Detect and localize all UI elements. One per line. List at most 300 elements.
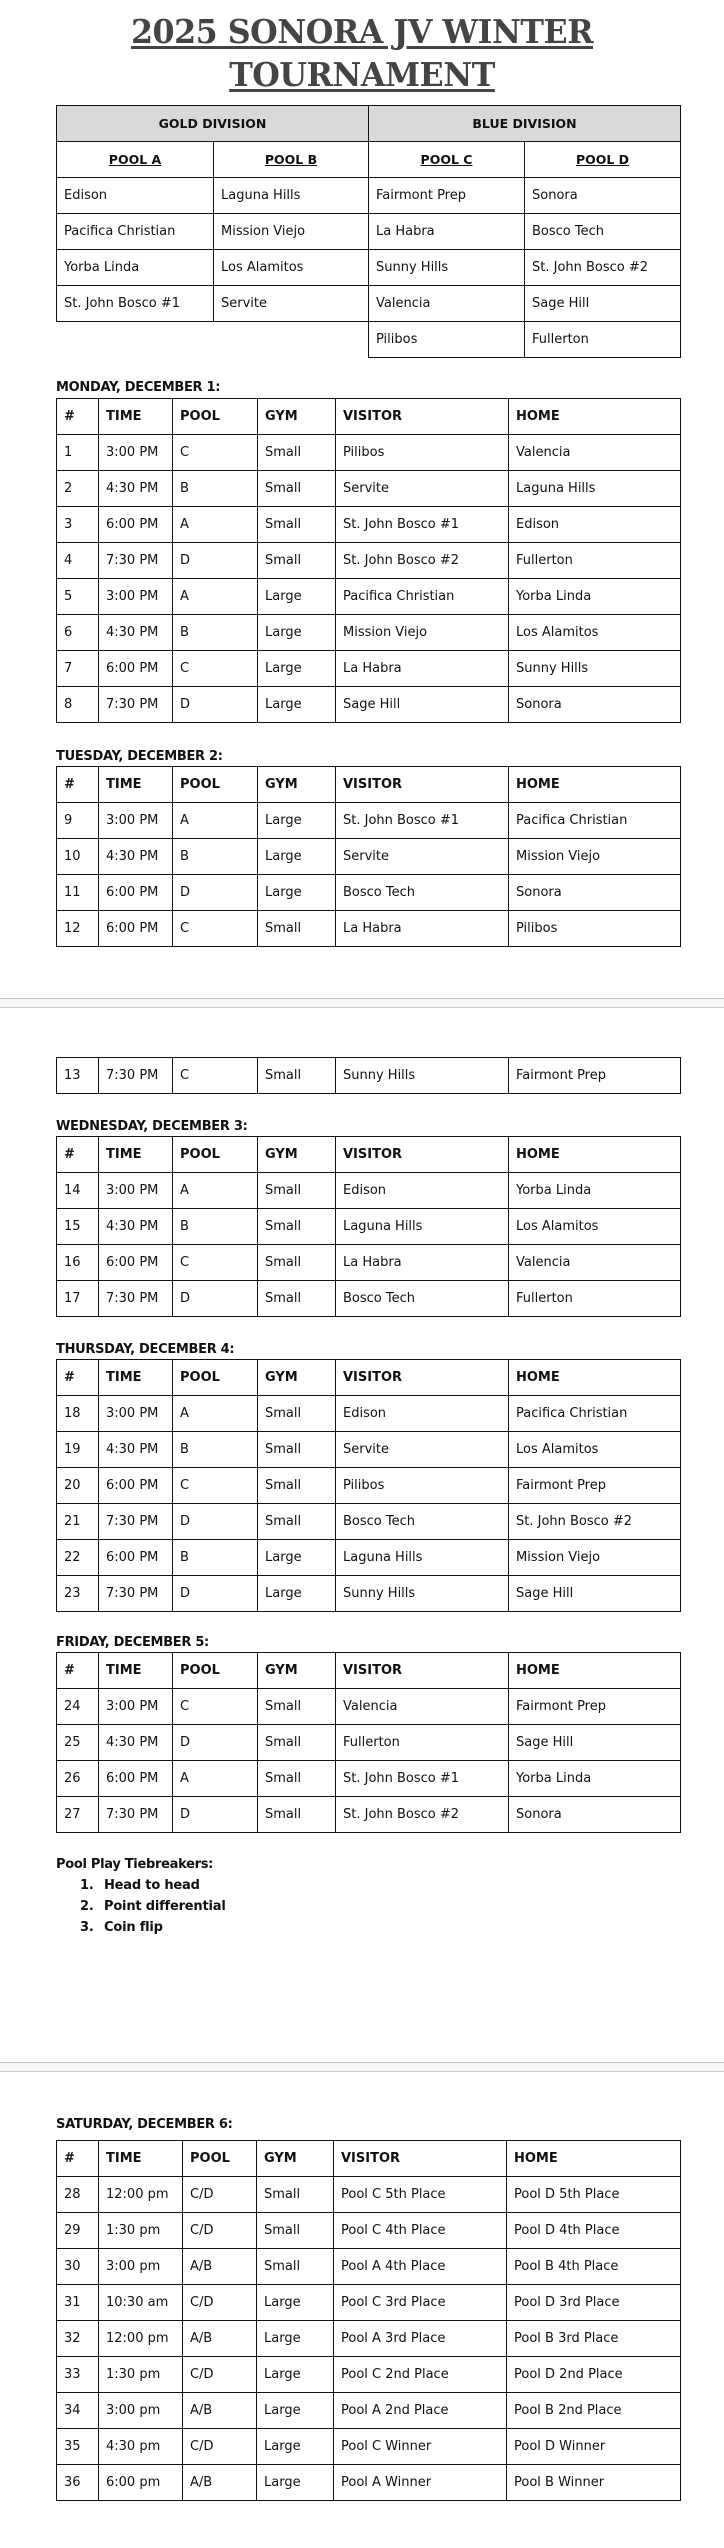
game-time: 12:00 pm [99,2321,183,2357]
game-time: 7:30 PM [99,1576,173,1612]
game-number: 32 [57,2321,99,2357]
game-number: 36 [57,2465,99,2501]
pool-team: La Habra [369,214,525,250]
game-visitor: Pilibos [336,1468,509,1504]
game-home: Edison [509,507,681,543]
game-gym: Large [258,615,336,651]
header-home: HOME [509,1653,681,1689]
game-number: 27 [57,1797,99,1833]
tiebreaker-number: 1. [80,1878,94,1893]
game-row [57,875,681,911]
pool-team: Sonora [525,178,681,214]
game-visitor: Pacifica Christian [336,579,509,615]
game-visitor: Servite [336,1432,509,1468]
page-break [0,998,724,1008]
header-visitor: VISITOR [336,1137,509,1173]
game-row [57,839,681,875]
game-pool: C/D [183,2213,257,2249]
game-home: Pool B 3rd Place [507,2321,681,2357]
game-number: 33 [57,2357,99,2393]
schedule-table [56,1652,681,1833]
game-time: 7:30 PM [99,1797,173,1833]
game-pool: C/D [183,2429,257,2465]
game-gym: Small [258,435,336,471]
schedule-header-row [57,1653,681,1689]
game-number: 20 [57,1468,99,1504]
game-home: Pool D 5th Place [507,2177,681,2213]
game-number: 17 [57,1281,99,1317]
game-home: Valencia [509,435,681,471]
game-home: Sage Hill [509,1576,681,1612]
pool-team: Sunny Hills [369,250,525,286]
game-number: 21 [57,1504,99,1540]
game-pool: B [173,839,258,875]
game-visitor: Sunny Hills [336,1576,509,1612]
pool-team: Mission Viejo [214,214,369,250]
page-title-line-1: 2025 SONORA JV WINTER [130,12,594,51]
game-pool: C/D [183,2177,257,2213]
game-gym: Small [258,1797,336,1833]
game-home: Mission Viejo [509,1540,681,1576]
game-time: 4:30 PM [99,1432,173,1468]
game-row [57,1689,681,1725]
pool-team: Fairmont Prep [369,178,525,214]
game-number: 1 [57,435,99,471]
header-gym: GYM [258,1137,336,1173]
game-pool: A/B [183,2465,257,2501]
game-time: 12:00 pm [99,2177,183,2213]
game-visitor: Bosco Tech [336,875,509,911]
game-pool: A [173,507,258,543]
game-visitor: St. John Bosco #2 [336,1797,509,1833]
pool-row [57,178,681,214]
header-pool: POOL [173,1653,258,1689]
pool-b-header: POOL B [214,142,369,178]
game-row [57,1540,681,1576]
game-number: 13 [57,1058,99,1094]
game-row [57,2393,681,2429]
game-visitor: Pool A 3rd Place [334,2321,507,2357]
game-gym: Large [257,2393,334,2429]
game-visitor: Edison [336,1396,509,1432]
game-home: Pool B 2nd Place [507,2393,681,2429]
game-number: 34 [57,2393,99,2429]
game-home: Pool D 4th Place [507,2213,681,2249]
game-gym: Small [258,507,336,543]
game-time: 7:30 PM [99,687,173,723]
tiebreaker-number: 2. [80,1899,94,1914]
pool-team: Fullerton [525,322,681,358]
header-time: TIME [99,1137,173,1173]
game-row [57,1058,681,1094]
game-time: 6:00 PM [99,1245,173,1281]
empty-cell [57,322,369,358]
game-visitor: Laguna Hills [336,1209,509,1245]
game-gym: Large [258,687,336,723]
pool-team: Los Alamitos [214,250,369,286]
game-row [57,2429,681,2465]
game-pool: C/D [183,2285,257,2321]
game-pool: B [173,615,258,651]
day-title: FRIDAY, DECEMBER 5: [56,1635,209,1650]
game-pool: D [173,1576,258,1612]
game-home: Pool B Winner [507,2465,681,2501]
game-gym: Small [257,2249,334,2285]
game-visitor: Mission Viejo [336,615,509,651]
game-time: 1:30 pm [99,2213,183,2249]
header-visitor: VISITOR [336,1360,509,1396]
game-visitor: Bosco Tech [336,1504,509,1540]
schedule-table [56,1359,681,1612]
game-pool: D [173,875,258,911]
game-number: 35 [57,2429,99,2465]
game-number: 23 [57,1576,99,1612]
game-gym: Small [258,1209,336,1245]
header-number: # [57,1137,99,1173]
game-time: 7:30 PM [99,1281,173,1317]
game-home: Los Alamitos [509,615,681,651]
game-row [57,2357,681,2393]
game-row [57,1504,681,1540]
division-pool-table [56,105,681,358]
schedule-header-row [57,767,681,803]
game-time: 3:00 PM [99,435,173,471]
game-time: 7:30 PM [99,1504,173,1540]
game-number: 18 [57,1396,99,1432]
game-visitor: Sunny Hills [336,1058,509,1094]
game-home: Sonora [509,687,681,723]
tiebreaker-item [80,1920,163,1935]
game-visitor: Pool C 3rd Place [334,2285,507,2321]
game-home: Pacifica Christian [509,803,681,839]
game-visitor: Servite [336,839,509,875]
game-row [57,1468,681,1504]
game-time: 6:00 PM [99,1761,173,1797]
tiebreaker-text: Point differential [104,1899,226,1914]
game-gym: Large [258,839,336,875]
game-row [57,1173,681,1209]
game-number: 9 [57,803,99,839]
game-pool: D [173,543,258,579]
game-number: 29 [57,2213,99,2249]
game-time: 3:00 PM [99,1396,173,1432]
header-home: HOME [509,399,681,435]
game-pool: C [173,435,258,471]
game-home: Pool B 4th Place [507,2249,681,2285]
header-gym: GYM [257,2141,334,2177]
pool-team: Laguna Hills [214,178,369,214]
game-visitor: Pool C 5th Place [334,2177,507,2213]
header-gym: GYM [258,1360,336,1396]
game-row [57,803,681,839]
game-time: 6:00 PM [99,651,173,687]
game-home: Pool D 3rd Place [507,2285,681,2321]
game-pool: D [173,1504,258,1540]
gold-division-header: GOLD DIVISION [57,106,369,142]
header-visitor: VISITOR [336,399,509,435]
schedule-table-continued [56,1057,681,1094]
header-home: HOME [509,1137,681,1173]
game-pool: C [173,651,258,687]
game-number: 2 [57,471,99,507]
schedule-header-row [57,1360,681,1396]
game-time: 4:30 PM [99,615,173,651]
game-number: 14 [57,1173,99,1209]
blue-division-header: BLUE DIVISION [369,106,681,142]
game-pool: A [173,1396,258,1432]
header-home: HOME [509,1360,681,1396]
game-home: St. John Bosco #2 [509,1504,681,1540]
game-row [57,651,681,687]
game-visitor: Edison [336,1173,509,1209]
game-row [57,2321,681,2357]
pool-team: Pilibos [369,322,525,358]
game-gym: Small [258,1173,336,1209]
header-gym: GYM [258,1653,336,1689]
game-home: Yorba Linda [509,579,681,615]
header-pool: POOL [173,399,258,435]
pool-team: Valencia [369,286,525,322]
pool-c-header: POOL C [369,142,525,178]
day-title: WEDNESDAY, DECEMBER 3: [56,1119,248,1134]
header-gym: GYM [258,399,336,435]
game-gym: Small [258,471,336,507]
game-row [57,435,681,471]
game-gym: Large [258,1540,336,1576]
game-gym: Large [257,2357,334,2393]
game-row [57,687,681,723]
game-pool: B [173,1432,258,1468]
game-visitor: Pool A 2nd Place [334,2393,507,2429]
game-pool: C [173,1245,258,1281]
game-visitor: Valencia [336,1689,509,1725]
tiebreaker-text: Head to head [104,1878,200,1893]
day-title: TUESDAY, DECEMBER 2: [56,749,223,764]
game-pool: B [173,1540,258,1576]
header-time: TIME [99,399,173,435]
game-number: 19 [57,1432,99,1468]
schedule-table [56,398,681,723]
game-time: 3:00 PM [99,1173,173,1209]
game-row [57,1576,681,1612]
game-row [57,1797,681,1833]
header-time: TIME [99,1360,173,1396]
game-gym: Small [258,1245,336,1281]
game-pool: B [173,471,258,507]
game-visitor: Pool C 4th Place [334,2213,507,2249]
tiebreaker-item [80,1899,226,1914]
game-visitor: St. John Bosco #2 [336,543,509,579]
game-number: 16 [57,1245,99,1281]
header-home: HOME [509,767,681,803]
pool-row [57,322,681,358]
header-pool: POOL [173,1137,258,1173]
game-time: 1:30 pm [99,2357,183,2393]
game-pool: C [173,911,258,947]
game-gym: Large [257,2429,334,2465]
tiebreakers-title: Pool Play Tiebreakers: [56,1857,214,1872]
game-home: Los Alamitos [509,1209,681,1245]
game-visitor: Pilibos [336,435,509,471]
game-row [57,1245,681,1281]
game-gym: Large [258,875,336,911]
game-visitor: Laguna Hills [336,1540,509,1576]
game-time: 4:30 PM [99,471,173,507]
game-pool: A [173,1761,258,1797]
header-visitor: VISITOR [334,2141,507,2177]
header-pool: POOL [173,1360,258,1396]
game-time: 3:00 PM [99,1689,173,1725]
game-time: 6:00 PM [99,507,173,543]
game-row [57,911,681,947]
game-row [57,507,681,543]
game-home: Fairmont Prep [509,1058,681,1094]
game-visitor: Pool A 4th Place [334,2249,507,2285]
game-pool: C [173,1689,258,1725]
game-visitor: Pool A Winner [334,2465,507,2501]
game-row [57,1761,681,1797]
pool-team: Sage Hill [525,286,681,322]
game-row [57,615,681,651]
day-title: SATURDAY, DECEMBER 6: [56,2117,233,2132]
header-visitor: VISITOR [336,767,509,803]
game-pool: B [173,1209,258,1245]
game-gym: Small [258,911,336,947]
tiebreaker-item [80,1878,200,1893]
day-title: THURSDAY, DECEMBER 4: [56,1342,235,1357]
game-number: 31 [57,2285,99,2321]
game-home: Sage Hill [509,1725,681,1761]
game-visitor: Sage Hill [336,687,509,723]
schedule-table [56,766,681,947]
game-number: 28 [57,2177,99,2213]
game-time: 6:00 PM [99,875,173,911]
game-gym: Small [258,1725,336,1761]
header-number: # [57,399,99,435]
pool-team: Yorba Linda [57,250,214,286]
header-time: TIME [99,2141,183,2177]
game-visitor: Bosco Tech [336,1281,509,1317]
pool-team: Pacifica Christian [57,214,214,250]
schedule-header-row [57,399,681,435]
game-home: Sonora [509,1797,681,1833]
game-pool: D [173,687,258,723]
game-row [57,2465,681,2501]
game-gym: Large [257,2321,334,2357]
game-home: Los Alamitos [509,1432,681,1468]
game-home: Yorba Linda [509,1173,681,1209]
game-visitor: La Habra [336,651,509,687]
game-number: 3 [57,507,99,543]
game-gym: Large [257,2285,334,2321]
pool-team: Edison [57,178,214,214]
game-gym: Large [258,579,336,615]
game-pool: C [173,1468,258,1504]
header-visitor: VISITOR [336,1653,509,1689]
game-visitor: St. John Bosco #1 [336,507,509,543]
game-row [57,1209,681,1245]
game-home: Valencia [509,1245,681,1281]
game-row [57,1396,681,1432]
schedule-header-row [57,1137,681,1173]
game-home: Fairmont Prep [509,1689,681,1725]
pool-row [57,250,681,286]
game-home: Yorba Linda [509,1761,681,1797]
game-pool: C/D [183,2357,257,2393]
game-home: Pilibos [509,911,681,947]
game-gym: Large [258,1576,336,1612]
game-visitor: La Habra [336,1245,509,1281]
schedule-table [56,1136,681,1317]
game-row [57,1725,681,1761]
game-home: Mission Viejo [509,839,681,875]
game-time: 4:30 PM [99,1209,173,1245]
game-number: 12 [57,911,99,947]
game-pool: A/B [183,2321,257,2357]
pool-team: Bosco Tech [525,214,681,250]
game-row [57,543,681,579]
game-time: 4:30 PM [99,839,173,875]
game-number: 7 [57,651,99,687]
game-gym: Small [258,1058,336,1094]
game-gym: Large [258,803,336,839]
game-home: Fairmont Prep [509,1468,681,1504]
game-time: 7:30 PM [99,543,173,579]
game-time: 6:00 PM [99,1468,173,1504]
pool-row [57,286,681,322]
header-time: TIME [99,767,173,803]
game-pool: A/B [183,2393,257,2429]
header-time: TIME [99,1653,173,1689]
game-number: 24 [57,1689,99,1725]
game-gym: Small [258,1689,336,1725]
game-row [57,2249,681,2285]
game-time: 6:00 PM [99,911,173,947]
game-time: 7:30 PM [99,1058,173,1094]
schedule-header-row [57,2141,681,2177]
game-time: 6:00 PM [99,1540,173,1576]
game-gym: Small [258,543,336,579]
game-row [57,1432,681,1468]
pool-d-header: POOL D [525,142,681,178]
game-gym: Small [257,2213,334,2249]
header-number: # [57,2141,99,2177]
game-home: Laguna Hills [509,471,681,507]
game-time: 6:00 pm [99,2465,183,2501]
game-pool: A [173,1173,258,1209]
game-time: 10:30 am [99,2285,183,2321]
game-visitor: Fullerton [336,1725,509,1761]
game-number: 5 [57,579,99,615]
game-pool: C [173,1058,258,1094]
game-number: 11 [57,875,99,911]
game-time: 3:00 pm [99,2393,183,2429]
header-pool: POOL [183,2141,257,2177]
game-row [57,1281,681,1317]
game-gym: Small [258,1432,336,1468]
game-pool: A [173,803,258,839]
game-time: 4:30 PM [99,1725,173,1761]
header-home: HOME [507,2141,681,2177]
game-gym: Large [257,2465,334,2501]
game-number: 30 [57,2249,99,2285]
game-pool: D [173,1725,258,1761]
game-home: Pacifica Christian [509,1396,681,1432]
game-gym: Small [258,1761,336,1797]
schedule-table [56,2140,681,2501]
game-gym: Small [258,1468,336,1504]
game-gym: Small [258,1396,336,1432]
